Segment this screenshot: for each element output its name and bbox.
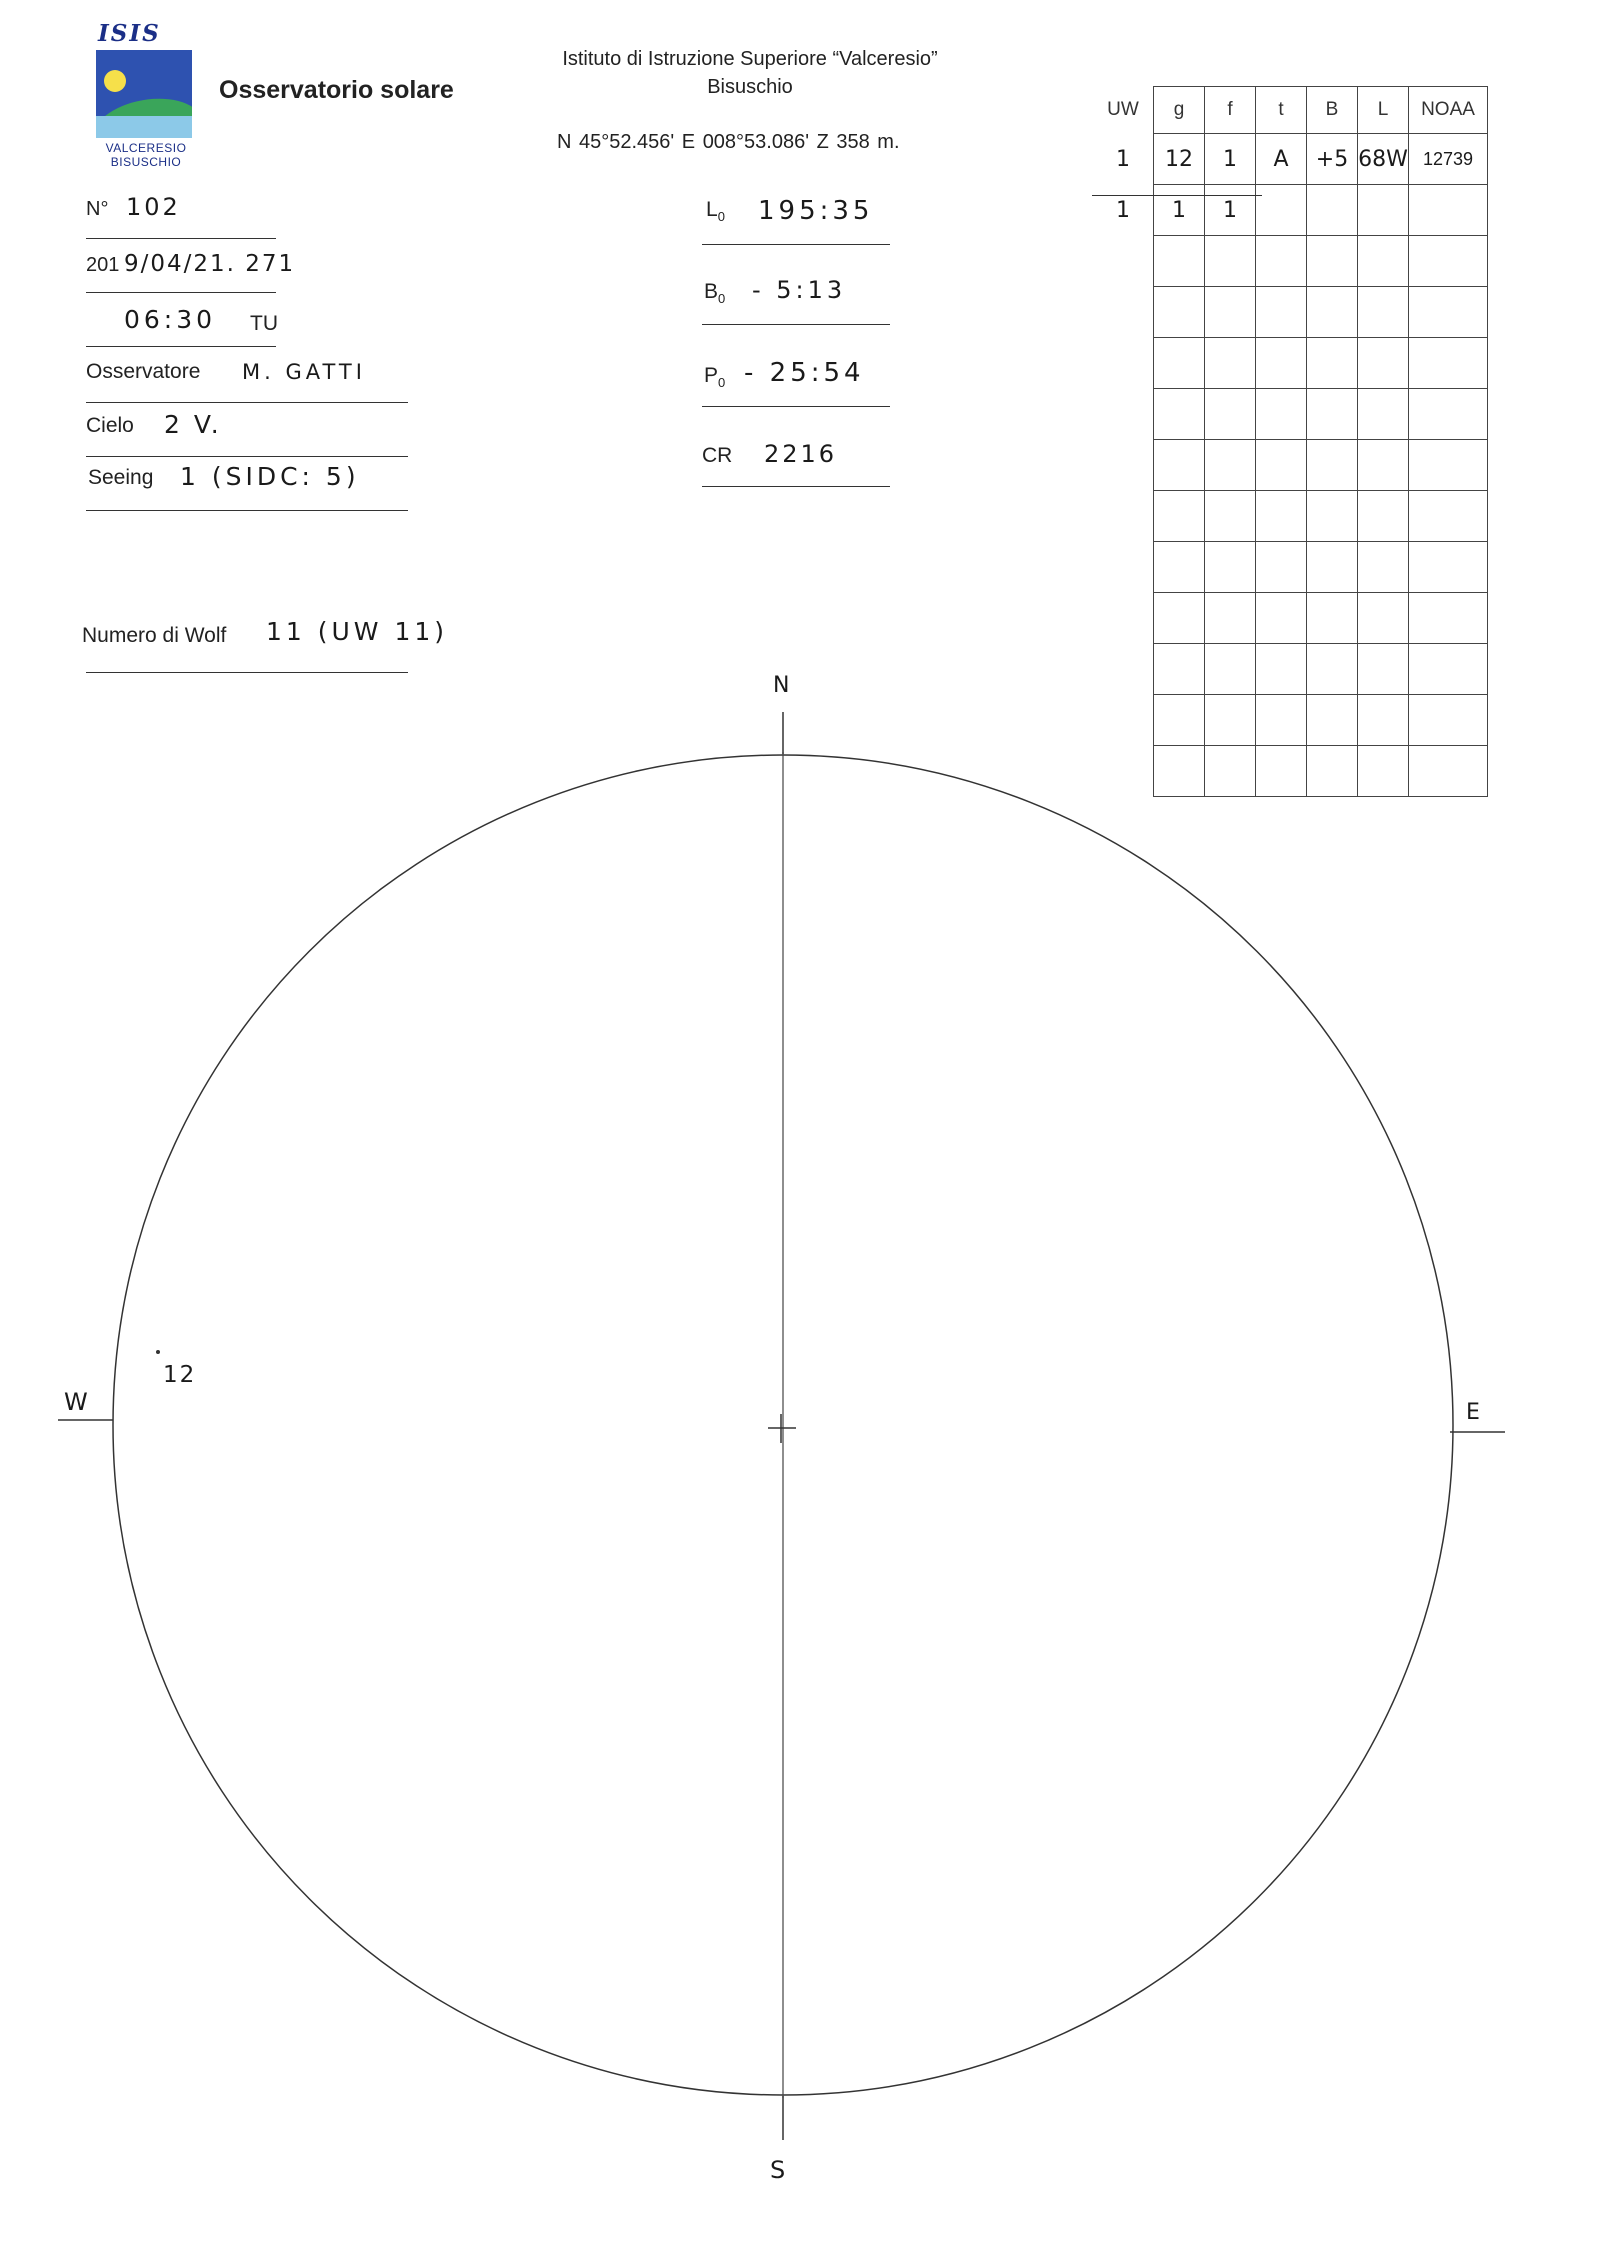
p0-label: $P_0$ bbox=[704, 364, 726, 391]
observatory-coordinates: N 45°52.456' E 008°53.086' Z 358 m. bbox=[557, 131, 900, 153]
p0-value: - 25:54 bbox=[744, 358, 865, 388]
time-suffix: TU bbox=[250, 312, 278, 335]
north-label: N bbox=[773, 673, 790, 698]
date-prefix: 201 bbox=[86, 254, 120, 276]
table-cell: +5 bbox=[1307, 134, 1358, 185]
observer-value: M. GATTI bbox=[242, 360, 366, 384]
south-label: S bbox=[770, 2156, 786, 2184]
sunspot-mark bbox=[156, 1350, 160, 1354]
cr-value: 2216 bbox=[764, 440, 838, 468]
wolf-label: Numero di Wolf bbox=[82, 624, 227, 647]
seeing-value: 1 (SIDC: 5) bbox=[180, 462, 360, 491]
west-label: W bbox=[64, 1388, 88, 1416]
east-label: E bbox=[1466, 1400, 1480, 1425]
table-cell: 12 bbox=[1154, 134, 1205, 185]
table-header-cell: f bbox=[1205, 87, 1256, 134]
b0-value: - 5:13 bbox=[752, 276, 847, 304]
wolf-value: 11 (UW 11) bbox=[266, 617, 449, 646]
sky-label: Cielo bbox=[86, 414, 134, 437]
table-header-cell: g bbox=[1154, 87, 1205, 134]
logo-caption-1: VALCERESIO bbox=[105, 141, 187, 155]
logo-text: ISIS bbox=[98, 20, 161, 47]
table-cell: A bbox=[1256, 134, 1307, 185]
table-cell: 68W bbox=[1358, 134, 1409, 185]
number-value: 102 bbox=[126, 193, 181, 221]
date-value: 9/04/21. 271 bbox=[124, 251, 296, 277]
number-label: N° bbox=[86, 198, 109, 220]
sky-value: 2 V. bbox=[164, 410, 222, 439]
table-cell: 1 bbox=[1154, 185, 1205, 236]
seeing-label: Seeing bbox=[88, 466, 154, 489]
table-header-cell: NOAA bbox=[1409, 87, 1488, 134]
table-header-cell: t bbox=[1256, 87, 1307, 134]
time-value: 06:30 bbox=[124, 305, 217, 334]
institute-town: Bisuschio bbox=[707, 76, 793, 98]
table-cell: 1 bbox=[1205, 185, 1256, 236]
table-header-cell: L bbox=[1358, 87, 1409, 134]
table-cell: 1 bbox=[1116, 146, 1130, 172]
l0-label: $L_0$ bbox=[706, 198, 725, 225]
table-cell: 12739 bbox=[1409, 134, 1488, 185]
b0-label: $B_0$ bbox=[704, 280, 726, 307]
logo-caption-2: BISUSCHIO bbox=[110, 155, 182, 169]
cr-label: CR bbox=[702, 444, 733, 467]
l0-value: 195:35 bbox=[758, 196, 874, 226]
sunspot-group-label: 12 bbox=[163, 1362, 197, 1388]
table-cell: 1 bbox=[1205, 134, 1256, 185]
observer-label: Osservatore bbox=[86, 360, 201, 383]
institute-name: Istituto di Istruzione Superiore “Valceresio” bbox=[562, 48, 938, 70]
table-header-cell: B bbox=[1307, 87, 1358, 134]
table-header-cell: UW bbox=[1107, 99, 1139, 120]
observatory-title: Osservatorio solare bbox=[219, 76, 454, 104]
table-cell: 1 bbox=[1116, 197, 1130, 223]
